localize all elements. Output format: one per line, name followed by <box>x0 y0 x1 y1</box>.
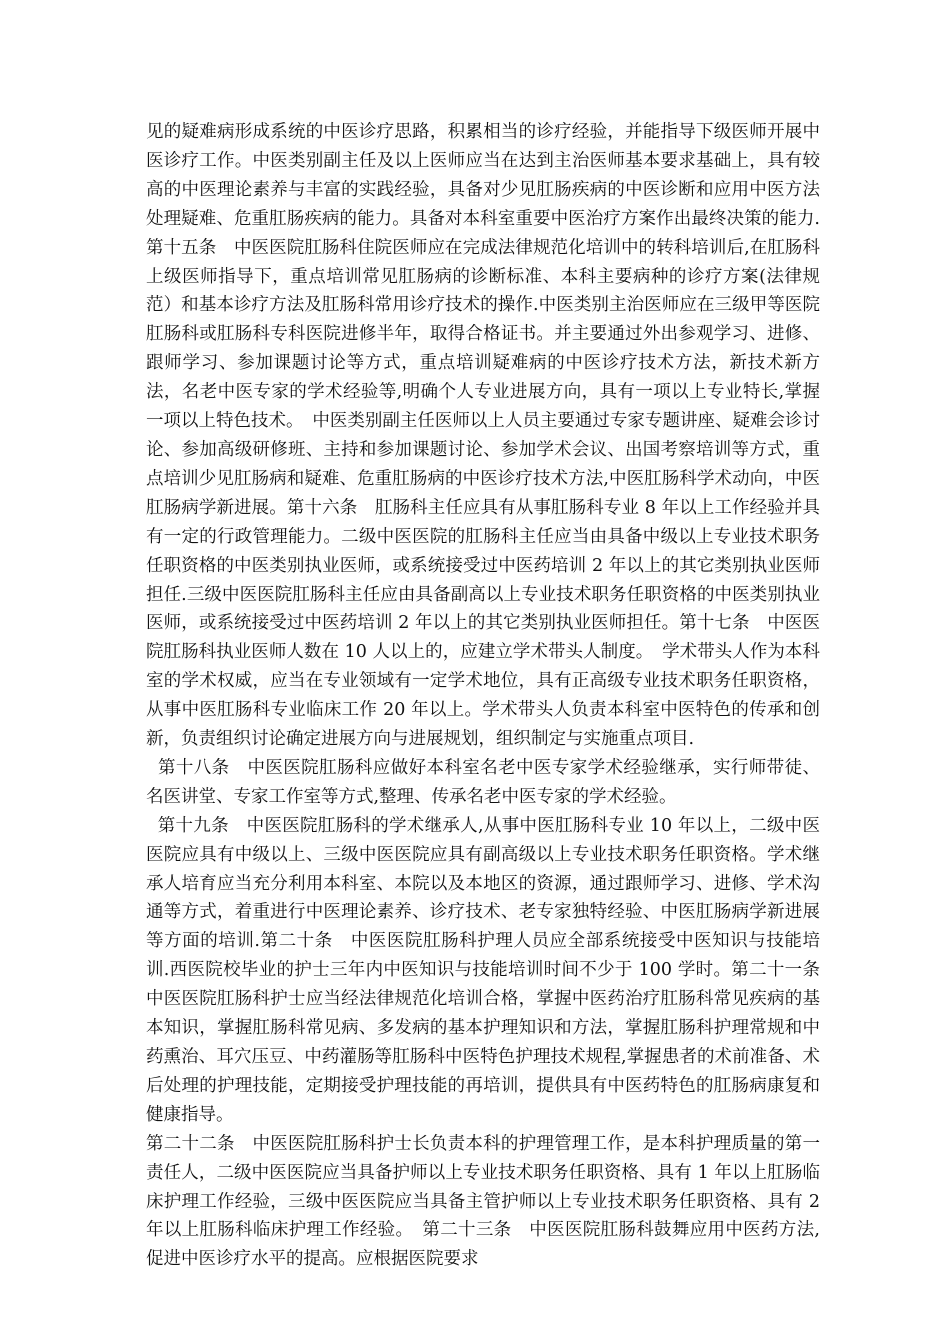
paragraph-article-18: 第十八条 中医医院肛肠科应做好本科室名老中医专家学术经验继承，实行师带徒、名医讲堂、专家工作室等方式,整理、传承名老中医专家的学术经验。 <box>146 757 820 807</box>
paragraph-main: 见的疑难病形成系统的中医诊疗思路，积累相当的诊疗经验，并能指导下级医师开展中医诊疗工作。中医类别副主任及以上医师应当在达到主治医师基本要求基础上，具有较高的中医理论素养与丰富的实践经验，具备对少见肛肠疾病的中医诊断和应用中医方法处理疑难、危重肛肠疾病的能力。具备对本科室重要中医治疗方案作出最终决策的能力.第十五条 中医医院肛肠科住院医师应在完成法律规范化培训中的转科培训后,在肛肠科上级医师指导下，重点培训常见肛肠病的诊断标准、本科主要病种的诊疗方案(法律规范）和基本诊疗方法及肛肠科常用诊疗技术的操作.中医类别主治医师应在三级甲等医院肛肠科或肛肠科专科医院进修半年，取得合格证书。并主要通过外出参观学习、进修、跟师学习、参加课题讨论等方式，重点培训疑难病的中医诊疗技术方法，新技术新方法，名老中医专家的学术经验等,明确个人专业进展方向，具有一项以上专业特长,掌握一项以上特色技术。 中医类别副主任医师以上人员主要通过专家专题讲座、疑难会诊讨论、参加高级研修班、主持和参加课题讨论、参加学术会议、出国考察培训等方式，重点培训少见肛肠病和疑难、危重肛肠病的中医诊疗技术方法,中医肛肠科学术动向，中医肛肠病学新进展。第十六条 肛肠科主任应具有从事肛肠科专业 8 年以上工作经验并具有一定的行政管理能力。二级中医医院的肛肠科主任应当由具备中级以上专业技术职务任职资格的中医类别执业医师，或系统接受过中医药培训 2 年以上的其它类别执业医师担任.三级中医医院肛肠科主任应由具备副高以上专业技术职务任职资格的中医类别执业医师，或系统接受过中医药培训 2 年以上的其它类别执业医师担任。第十七条 中医医院肛肠科执业医师人数在 10 人以上的，应建立学术带头人制度。 学术带头人作为本科室的学术权威，应当在专业领域有一定学术地位，具有正高级专业技术职务任职资格，从事中医肛肠科专业临床工作 20 年以上。学术带头人负责本科室中医特色的传承和创新，负责组织讨论确定进展方向与进展规划，组织制定与实施重点项目. <box>146 122 820 750</box>
document-page <box>146 118 838 1274</box>
paragraph-article-19: 第十九条 中医医院肛肠科的学术继承人,从事中医肛肠科专业 10 年以上，二级中医医院应具有中级以上、三级中医医院应具有副高级以上专业技术职务任职资格。学术继承人培育应当充分利用本科室、本院以及本地区的资源，通过跟师学习、进修、学术沟通等方式，着重进行中医理论素养、诊疗技术、老专家独特经验、中医肛肠病学新进展等方面的培训.第二十条 中医医院肛肠科护理人员应全部系统接受中医知识与技能培训.西医院校毕业的护士三年内中医知识与技能培训时间不少于 100 学时。第二十一条 中医医院肛肠科护士应当经法律规范化培训合格，掌握中医药治疗肛肠科常见疾病的基本知识，掌握肛肠科常见病、多发病的基本护理知识和方法，掌握肛肠科护理常规和中药熏治、耳穴压豆、中药灌肠等肛肠科中医特色护理技术规程,掌握患者的术前准备、术后处理的护理技能，定期接受护理技能的再培训，提供具有中医药特色的肛肠病康复和健康指导。 <box>146 815 838 1125</box>
paragraph-article-22: 第二十二条 中医医院肛肠科护士长负责本科的护理管理工作，是本科护理质量的第一责任人，二级中医医院应当具备护师以上专业技术职务任职资格、具有 1 年以上肛肠临床护理工作经验，三级中医医院应当具备主管护师以上专业技术职务任职资格、具有 2 年以上肛肠科临床护理工作经验。 第二十三条 中医医院肛肠科鼓舞应用中医药方法,促进中医诊疗水平的提高。应根据医院要求 <box>146 1133 826 1270</box>
